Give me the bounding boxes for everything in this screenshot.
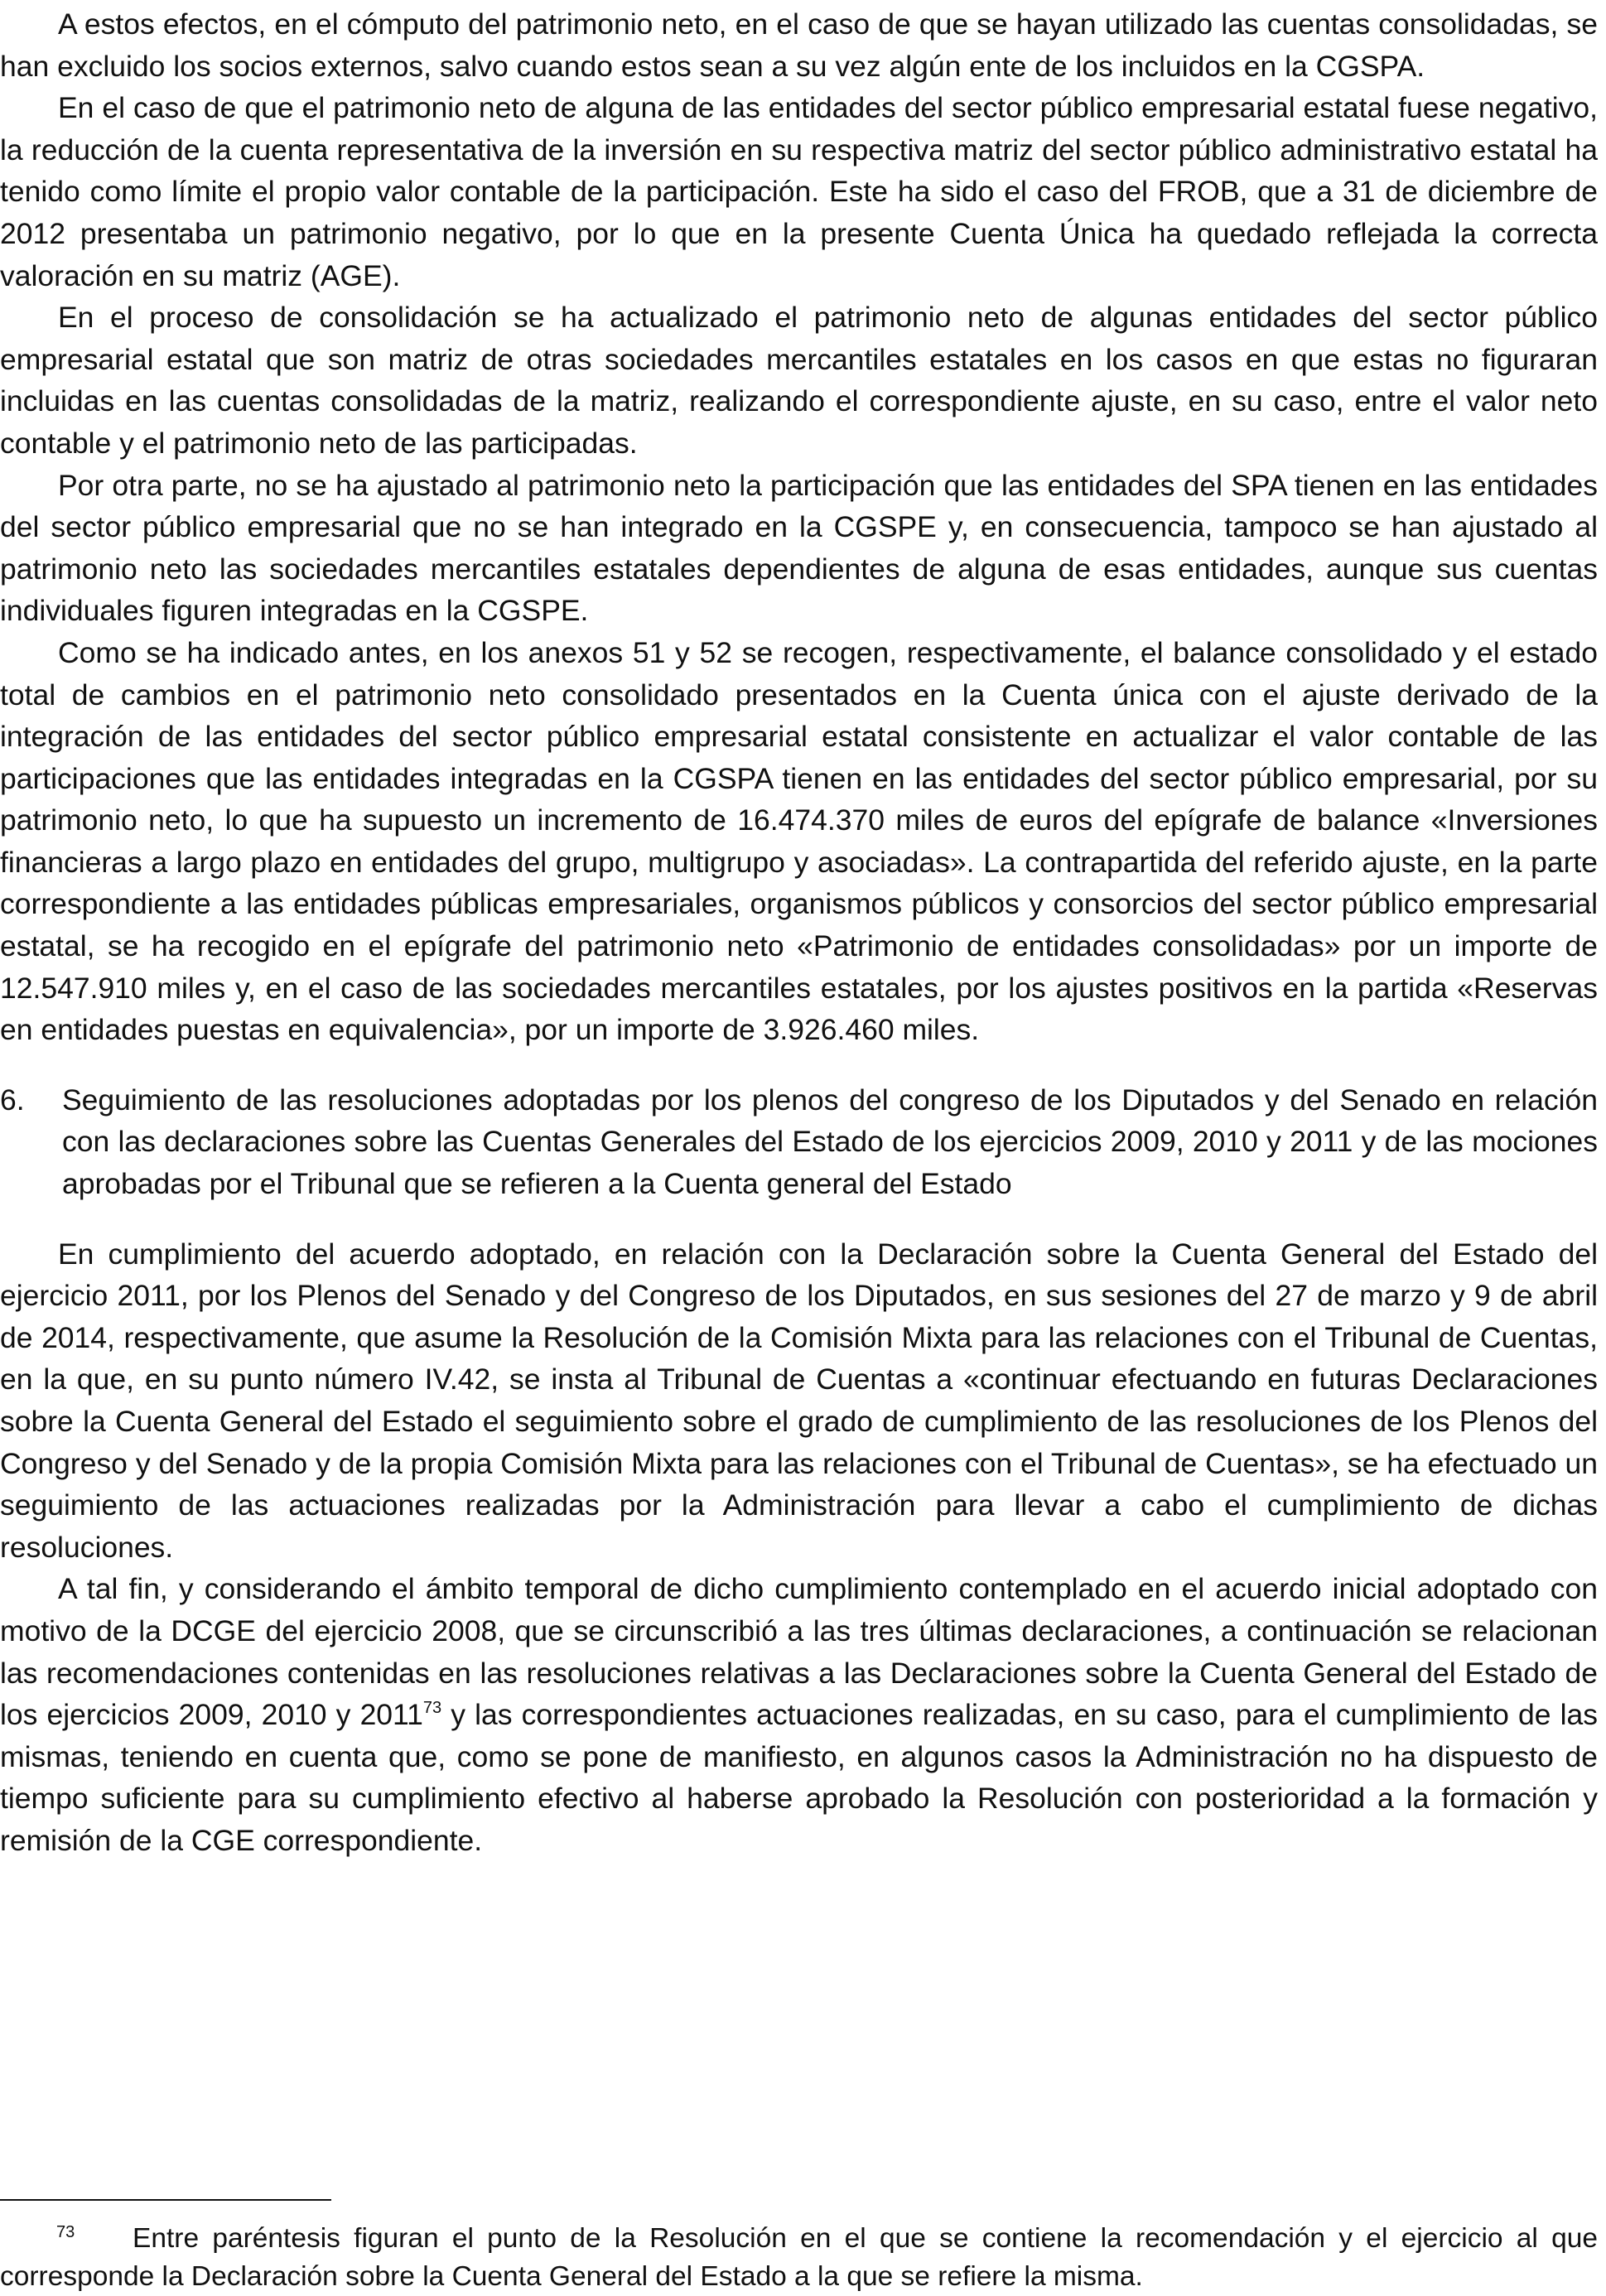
footnote: 73 Entre paréntesis figuran el punto de la Resolución en el que se contiene la recomendación y el ejercicio al que corresponde la Declaración sobre la Cuenta General del Estado a la que se refiere la misma. bbox=[0, 2223, 1598, 2292]
footnote-separator bbox=[0, 2199, 331, 2201]
paragraph: En el caso de que el patrimonio neto de alguna de las entidades del sector público empresarial estatal fuese negativo, la reducción de la cuenta representativa de la inversión en su respectiva matriz del sector público administrativo estatal ha tenido como límite el propio valor contable de la participación. Este ha sido el caso del FROB, que a 31 de diciembre de 2012 presentaba un patrimonio negativo, por lo que en la presente Cuenta Única ha quedado reflejada la correcta valoración en su matriz (AGE). bbox=[0, 91, 1598, 292]
paragraph: En el proceso de consolidación se ha actualizado el patrimonio neto de algunas entidades del sector público empresarial estatal que son matriz de otras sociedades mercantiles estatales en los casos en que estas no figuraran incluidas en las cuentas consolidadas de la matriz, realizando el correspondiente ajuste, en su caso, entre el valor neto contable y el patrimonio neto de las participadas. bbox=[0, 301, 1598, 460]
section-heading bbox=[0, 1079, 1598, 1205]
section-number: 6. bbox=[0, 1083, 25, 1117]
paragraph: Por otra parte, no se ha ajustado al patrimonio neto la participación que las entidades del SPA tienen en las entidades del sector público empresarial que no se han integrado en la CGSPE y, en consecuencia, tampoco se han ajustado al patrimonio neto las sociedades mercantiles estatales dependientes de alguna de esas entidades, aunque sus cuentas individuales figuren integradas en la CGSPE. bbox=[0, 468, 1598, 628]
document-body bbox=[0, 3, 1598, 1862]
paragraph: A estos efectos, en el cómputo del patrimonio neto, en el caso de que se hayan utilizado las cuentas consolidadas, se han excluido los socios externos, salvo cuando estos sean a su vez algún ente de los incluidos en la CGSPA. bbox=[0, 7, 1598, 83]
section-title: Seguimiento de las resoluciones adoptadas por los plenos del congreso de los Diputados y del Senado en relación con las declaraciones sobre las Cuentas Generales del Estado de los ejercicios 2009, 2010 y 2011 y de las mociones aprobadas por el Tribunal que se refieren a la Cuenta general del Estado bbox=[62, 1083, 1598, 1201]
footnote-text: Entre paréntesis figuran el punto de la Resolución en el que se contiene la recomendación y el ejercicio al que corresponde la Declaración sobre la Cuenta General del Estado a la que se refiere la misma. bbox=[0, 2223, 1598, 2292]
footnote-reference[interactable]: 73 bbox=[422, 1699, 442, 1718]
paragraph-text: y las correspondientes actuaciones realizadas, en su caso, para el cumplimiento de las mismas, teniendo en cuenta que, como se pone de manifiesto, en algunos casos la Administración no ha dispuesto de tiempo suficiente para su cumplimiento efectivo al haberse aprobado la Resolución con posterioridad a la formación y remisión de la CGE correspondiente. bbox=[0, 1698, 1598, 1857]
paragraph: Como se ha indicado antes, en los anexos 51 y 52 se recogen, respectivamente, el balance consolidado y el estado total de cambios en el patrimonio neto consolidado presentados en la Cuenta única con el ajuste derivado de la integración de las entidades del sector público empresarial estatal consistente en actualizar el valor contable de las participaciones que las entidades integradas en la CGSPA tienen en las entidades del sector público empresarial, por su patrimonio neto, lo que ha supuesto un incremento de 16.474.370 miles de euros del epígrafe de balance «Inversiones financieras a largo plazo en entidades del grupo, multigrupo y asociadas». La contrapartida del referido ajuste, en la parte correspondiente a las entidades públicas empresariales, organismos públicos y consorcios del sector público empresarial estatal, se ha recogido en el epígrafe del patrimonio neto «Patrimonio de entidades consolidadas» por un importe de 12.547.910 miles y, en el caso de las sociedades mercantiles estatales, por los ajustes positivos en la partida «Reservas en entidades puestas en equivalencia», por un importe de 3.926.460 miles. bbox=[0, 635, 1598, 1047]
paragraph-text: A tal fin, y considerando el ámbito temporal de dicho cumplimiento contemplado en el acuerdo inicial adoptado con motivo de la DCGE del ejercicio 2008, que se circunscribió a las tres últimas declaraciones, a continuación se relacionan las recomendaciones contenidas en las resoluciones relativas a las Declaraciones sobre la Cuenta General del Estado de los ejercicios 2009, 2010 y 2011 bbox=[0, 1572, 1598, 1732]
paragraph-with-note bbox=[0, 1568, 1598, 1861]
paragraph: En cumplimiento del acuerdo adoptado, en relación con la Declaración sobre la Cuenta General del Estado del ejercicio 2011, por los Plenos del Senado y del Congreso de los Diputados, en sus sesiones del 27 de marzo y 9 de abril de 2014, respectivamente, que asume la Resolución de la Comisión Mixta para las relaciones con el Tribunal de Cuentas, en la que, en su punto número IV.42, se insta al Tribunal de Cuentas a «continuar efectuando en futuras Declaraciones sobre la Cuenta General del Estado el seguimiento sobre el grado de cumplimiento de las resoluciones de los Plenos del Congreso y del Senado y de la propia Comisión Mixta para las relaciones con el Tribunal de Cuentas», se ha efectuado un seguimiento de las actuaciones realizadas por la Administración para llevar a cabo el cumplimiento de dichas resoluciones. bbox=[0, 1237, 1598, 1564]
